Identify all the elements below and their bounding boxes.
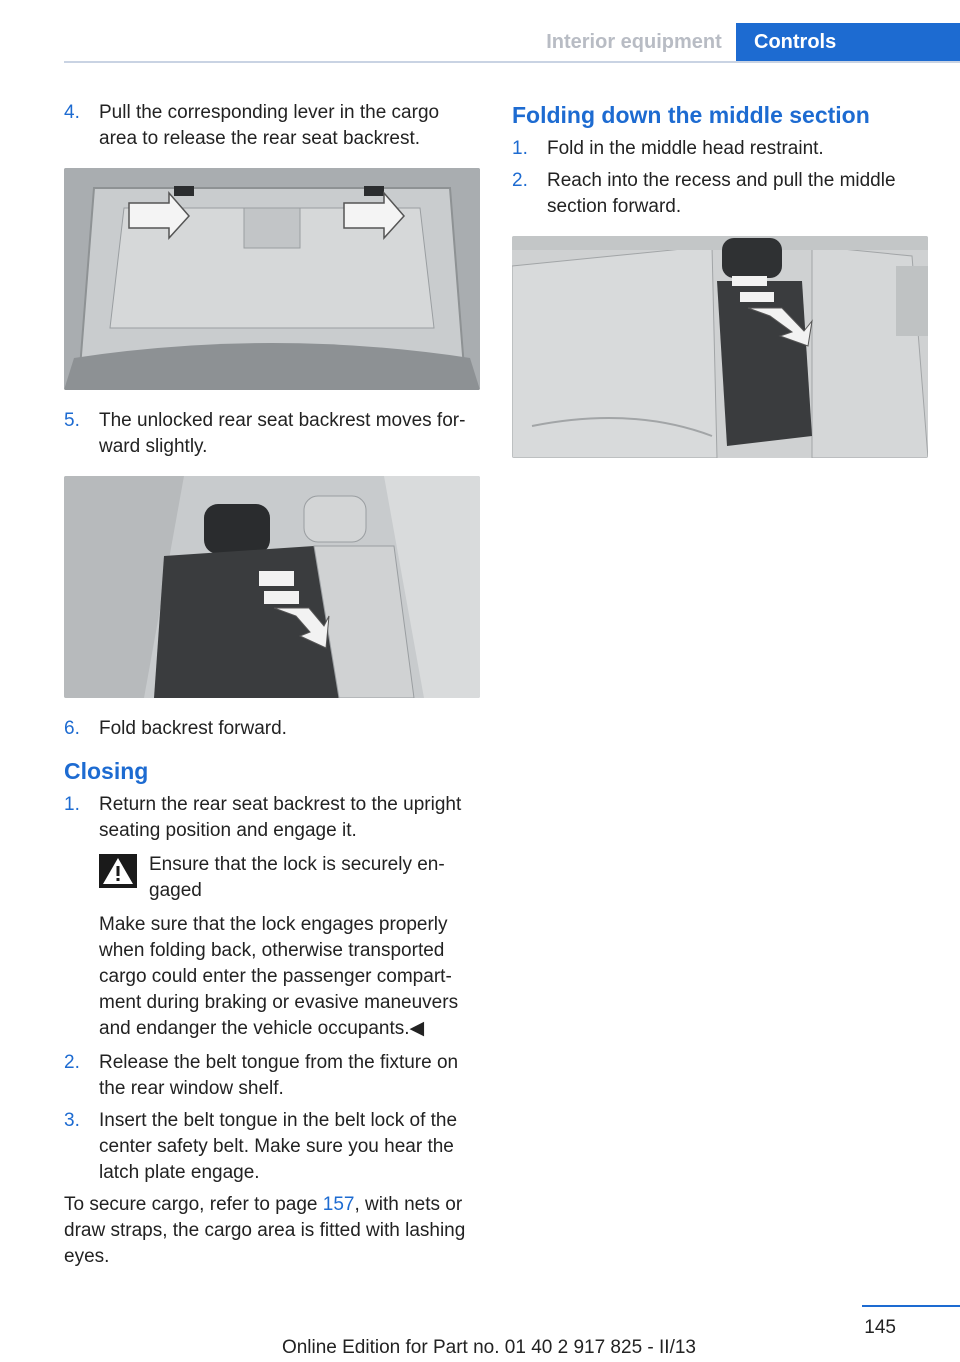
header-chapter-tab: Controls bbox=[736, 23, 960, 61]
footer-rule bbox=[862, 1305, 960, 1307]
step-number: 3. bbox=[64, 1110, 80, 1131]
step-number: 4. bbox=[64, 102, 80, 123]
page-reference-link[interactable]: 157 bbox=[322, 1194, 355, 1215]
middle-step-2 bbox=[512, 168, 928, 220]
middle-section-heading: Folding down the middle section bbox=[512, 102, 870, 128]
closing-heading: Closing bbox=[64, 758, 149, 784]
step-text: Return the rear seat backrest to the upright seating position and engage it. bbox=[99, 794, 462, 841]
step-text: Reach into the recess and pull the middle section forward. bbox=[547, 170, 896, 217]
step-text: The unlocked rear seat backrest moves forward slightly. bbox=[99, 410, 466, 457]
step-text: Fold in the middle head restraint. bbox=[547, 138, 824, 159]
figure-middle-section bbox=[512, 236, 928, 458]
step-number: 6. bbox=[64, 718, 80, 739]
middle-step-1 bbox=[512, 136, 928, 162]
right-column bbox=[512, 100, 928, 476]
warning-title: Ensure that the lock is securely engaged bbox=[149, 854, 445, 901]
closing-step-3 bbox=[64, 1108, 480, 1186]
step-6 bbox=[64, 716, 480, 742]
warning-body: Make sure that the lock engages properly when folding back, otherwise transported cargo could enter the passenger compartment during braking or evasive maneuvers and endanger the vehicle occupants.◀ bbox=[99, 914, 459, 1039]
header-rule bbox=[64, 61, 960, 63]
left-column bbox=[64, 100, 480, 1270]
step-5 bbox=[64, 408, 480, 460]
step-number: 2. bbox=[512, 170, 528, 191]
secure-cargo-text-end: , with nets or draw straps, the cargo area is fitted with lashing eyes. bbox=[64, 1194, 466, 1267]
step-number: 1. bbox=[512, 138, 528, 159]
figure-cargo-area-levers bbox=[64, 168, 480, 390]
edition-note: Online Edition for Part no. 01 40 2 917 825 - II/13 bbox=[281, 1337, 696, 1358]
step-number: 1. bbox=[64, 794, 80, 815]
page-number: 145 bbox=[864, 1317, 896, 1338]
step-text: Insert the belt tongue in the belt lock of the center safety belt. Make sure you hear the latch plate engage. bbox=[99, 1110, 458, 1183]
figure-backrest-moves-forward bbox=[64, 476, 480, 698]
secure-cargo-text: To secure cargo, refer to page bbox=[64, 1194, 323, 1215]
step-text: Fold backrest forward. bbox=[99, 718, 287, 739]
header-section-title: Interior equipment bbox=[546, 31, 722, 53]
step-text: Pull the corresponding lever in the cargo area to release the rear seat backrest. bbox=[99, 102, 440, 149]
warning-triangle-icon bbox=[99, 854, 137, 888]
warning-note bbox=[64, 852, 480, 904]
step-number: 5. bbox=[64, 410, 80, 431]
closing-step-1 bbox=[64, 792, 480, 844]
step-number: 2. bbox=[64, 1052, 80, 1073]
step-text: Release the belt tongue from the fixture on the rear window shelf. bbox=[99, 1052, 459, 1099]
secure-cargo-paragraph bbox=[64, 1192, 480, 1270]
closing-step-2 bbox=[64, 1050, 480, 1102]
step-4 bbox=[64, 100, 480, 152]
